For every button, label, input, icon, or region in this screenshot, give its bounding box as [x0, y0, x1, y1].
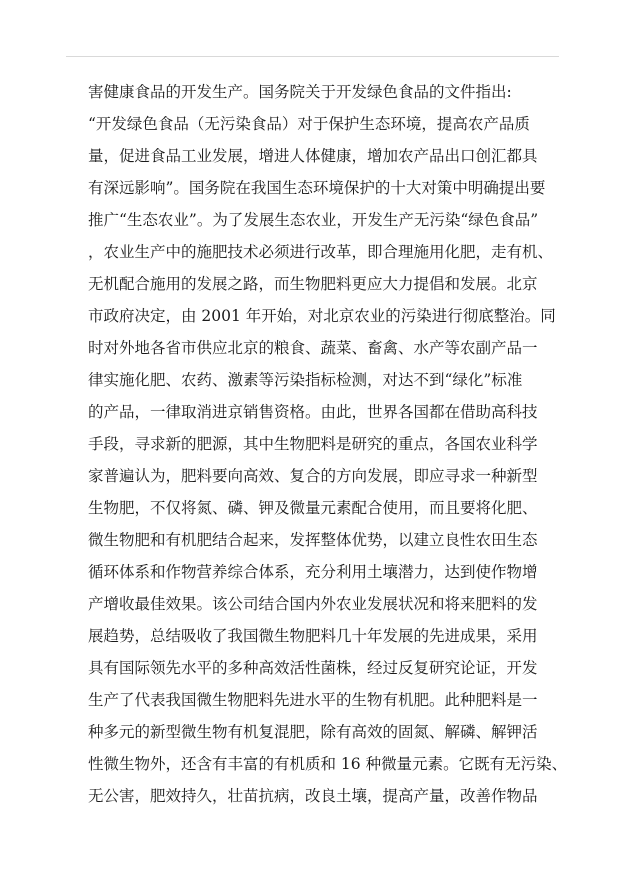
text-line: 展趋势，总结吸收了我国微生物肥料几十年发展的先进成果，采用: [88, 627, 538, 645]
text-line: 种多元的新型微生物有机复混肥，除有高效的固氮、解磷、解钾活: [88, 723, 538, 741]
text-line: 生产了代表我国微生物肥料先进水平的生物有机肥。此种肥料是一: [88, 691, 538, 709]
text-line: ，农业生产中的施肥技术必须进行改革，即合理施用化肥，走有机、: [88, 243, 554, 261]
text-line: 律实施化肥、农药、激素等污染指标检测，对达不到“绿化”标准: [88, 371, 523, 389]
text-line: 性微生物外，还含有丰富的有机质和 16 种微量元素。它既有无污染、: [88, 755, 568, 773]
text-line: 时对外地各省市供应北京的粮食、蔬菜、畜禽、水产等农副产品一: [88, 339, 538, 357]
text-line: 生物肥，不仅将氮、磷、钾及微量元素配合使用，而且要将化肥、: [88, 499, 538, 517]
text-line: 家普遍认为，肥料要向高效、复合的方向发展，即应寻求一种新型: [88, 467, 538, 485]
text-line: 无机配合施用的发展之路，而生物肥料更应大力提倡和发展。北京: [88, 275, 538, 293]
text-line: 循环体系和作物营养综合体系，充分利用土壤潜力，达到使作物增: [88, 563, 538, 581]
text-line: 害健康食品的开发生产。国务院关于开发绿色食品的文件指出:: [88, 83, 512, 101]
text-line: 无公害，肥效持久，壮苗抗病，改良土壤，提高产量，改善作物品: [88, 787, 538, 805]
text-line: 具有国际领先水平的多种高效活性菌株，经过反复研究论证，开发: [88, 659, 538, 677]
text-line: 产增收最佳效果。该公司结合国内外农业发展状况和将来肥料的发: [88, 595, 538, 613]
header-rule: [66, 56, 559, 57]
text-line: “开发绿色食品（无污染食品）对于保护生态环境，提高农产品质: [88, 115, 530, 133]
text-line: 推广“生态农业”。为了发展生态农业，开发生产无污染“绿色食品”: [88, 211, 539, 229]
text-line: 的产品，一律取消进京销售资格。由此，世界各国都在借助高科技: [88, 403, 538, 421]
text-line: 市政府决定，由 2001 年开始，对北京农业的污染进行彻底整治。同: [88, 307, 556, 325]
body-paragraph: [88, 82, 568, 818]
text-line: 量，促进食品工业发展，增进人体健康，增加农产品出口创汇都具: [88, 147, 538, 165]
text-line: 有深远影响”。国务院在我国生态环境保护的十大对策中明确提出要: [88, 179, 546, 197]
text-line: 手段，寻求新的肥源，其中生物肥料是研究的重点，各国农业科学: [88, 435, 538, 453]
text-line: 微生物肥和有机肥结合起来，发挥整体优势，以建立良性农田生态: [88, 531, 538, 549]
